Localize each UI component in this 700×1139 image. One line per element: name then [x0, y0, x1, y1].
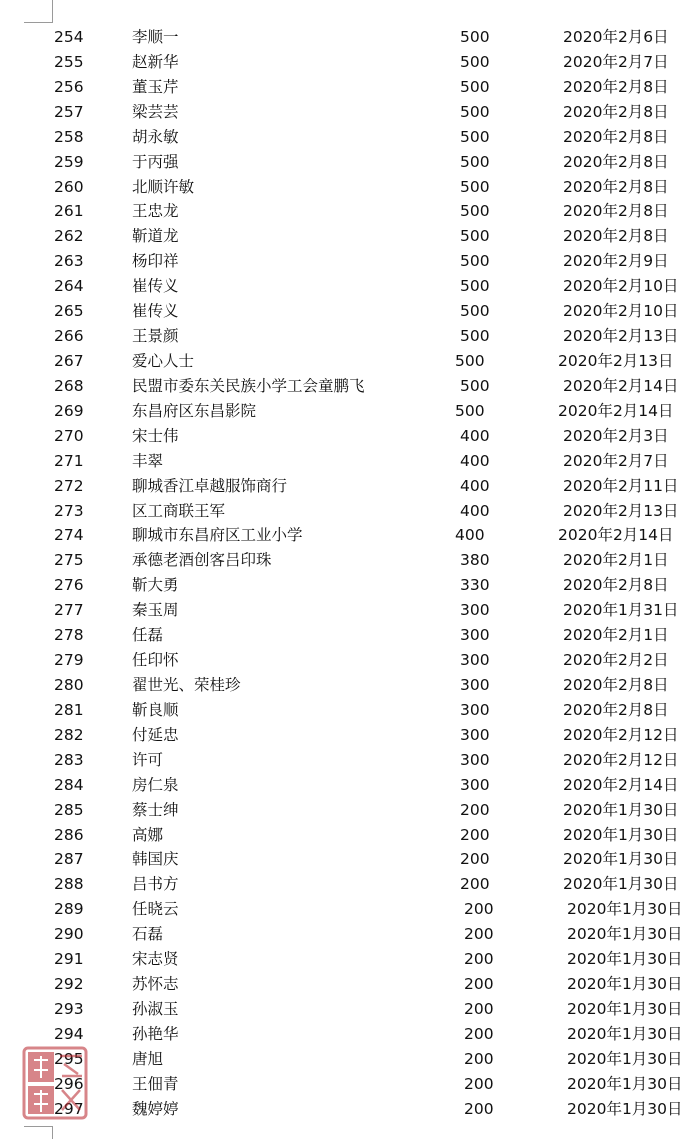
donor-name: 丰翠: [132, 451, 164, 470]
row-number: 291: [54, 950, 84, 969]
donation-date: 2020年2月11日: [563, 476, 679, 495]
donation-amount: 300: [460, 675, 490, 694]
row-number: 278: [54, 626, 84, 645]
donation-row: [0, 773, 700, 798]
donation-amount: 200: [460, 850, 490, 869]
donor-name: 董玉芹: [132, 77, 179, 96]
donation-row: [0, 399, 700, 424]
donation-row: [0, 823, 700, 848]
donation-row: [0, 997, 700, 1022]
row-number: 260: [54, 177, 84, 196]
donation-amount: 500: [460, 177, 490, 196]
donor-name: 靳道龙: [132, 227, 179, 246]
donor-name: 爱心人士: [132, 351, 195, 370]
donation-row: [0, 1047, 700, 1072]
donation-amount: 300: [460, 626, 490, 645]
donation-amount: 500: [460, 376, 490, 395]
donation-row: [0, 598, 700, 623]
donation-row: [0, 798, 700, 823]
page-corner-mark-top: [24, 0, 53, 23]
donation-row: [0, 623, 700, 648]
donor-name: 蔡士绅: [132, 800, 179, 819]
donation-date: 2020年1月30日: [563, 875, 679, 894]
donor-name: 任晓云: [132, 900, 179, 919]
row-number: 254: [54, 28, 84, 46]
donation-row: [0, 573, 700, 598]
donor-name: 苏怀志: [132, 975, 179, 994]
donation-row: [0, 847, 700, 872]
row-number: 261: [54, 202, 84, 221]
donation-amount: 400: [455, 526, 485, 545]
row-number: 279: [54, 651, 84, 670]
donation-amount: 200: [464, 925, 494, 944]
row-number: 277: [54, 601, 84, 620]
donation-date: 2020年1月30日: [567, 1049, 683, 1068]
row-number: 263: [54, 252, 84, 271]
row-number: 255: [54, 52, 84, 71]
donation-date: 2020年2月3日: [563, 426, 669, 445]
row-number: 258: [54, 127, 84, 146]
donation-amount: 200: [464, 900, 494, 919]
donation-row: [0, 748, 700, 773]
donor-name: 高娜: [132, 825, 164, 844]
row-number: 296: [54, 1074, 84, 1093]
donation-date: 2020年2月14日: [558, 526, 674, 545]
donor-name: 付延忠: [132, 725, 179, 744]
donation-amount: 400: [460, 451, 490, 470]
row-number: 292: [54, 975, 84, 994]
donation-date: 2020年1月30日: [567, 975, 683, 994]
row-number: 293: [54, 999, 84, 1018]
donation-row: [0, 1072, 700, 1097]
donation-amount: 200: [460, 825, 490, 844]
donation-row: [0, 523, 700, 548]
donor-name: 胡永敏: [132, 127, 179, 146]
donation-amount: 330: [460, 576, 490, 595]
donation-date: 2020年2月8日: [563, 700, 669, 719]
row-number: 269: [54, 401, 84, 420]
donation-row: [0, 548, 700, 573]
row-number: 287: [54, 850, 84, 869]
donation-date: 2020年2月12日: [563, 725, 679, 744]
row-number: 295: [54, 1049, 84, 1068]
donation-row: [0, 499, 700, 524]
donation-date: 2020年2月8日: [563, 227, 669, 246]
donation-date: 2020年2月7日: [563, 52, 669, 71]
donor-name: 吕书方: [132, 875, 179, 894]
donation-row: [0, 199, 700, 224]
donation-row: [0, 50, 700, 75]
donation-amount: 500: [455, 351, 485, 370]
donation-row: [0, 449, 700, 474]
donation-amount: 500: [460, 227, 490, 246]
row-number: 275: [54, 551, 84, 570]
donation-amount: 500: [460, 252, 490, 271]
donation-amount: 300: [460, 750, 490, 769]
donation-date: 2020年2月8日: [563, 102, 669, 121]
donor-name: 宋士伟: [132, 426, 179, 445]
donation-date: 2020年1月30日: [567, 900, 683, 919]
row-number: 282: [54, 725, 84, 744]
donation-date: 2020年1月30日: [567, 925, 683, 944]
row-number: 280: [54, 675, 84, 694]
donation-amount: 200: [464, 1074, 494, 1093]
donation-date: 2020年1月30日: [567, 1024, 683, 1043]
donation-amount: 400: [460, 476, 490, 495]
donation-row: [0, 698, 700, 723]
donation-row: [0, 274, 700, 299]
donation-date: 2020年1月30日: [567, 1099, 683, 1118]
donation-row: [0, 299, 700, 324]
donation-row: [0, 224, 700, 249]
donation-date: 2020年2月10日: [563, 277, 679, 296]
donation-row: [0, 349, 700, 374]
row-number: 281: [54, 700, 84, 719]
row-number: 289: [54, 900, 84, 919]
donation-amount: 300: [460, 775, 490, 794]
donation-amount: 200: [460, 800, 490, 819]
donation-amount: 500: [460, 28, 490, 46]
row-number: 297: [54, 1099, 84, 1118]
donation-amount: 200: [464, 1024, 494, 1043]
donation-date: 2020年2月1日: [563, 551, 669, 570]
donor-name: 魏婷婷: [132, 1099, 179, 1118]
row-number: 270: [54, 426, 84, 445]
donor-name: 房仁泉: [132, 775, 179, 794]
donation-row: [0, 424, 700, 449]
donation-date: 2020年1月30日: [567, 950, 683, 969]
row-number: 286: [54, 825, 84, 844]
donation-date: 2020年2月8日: [563, 576, 669, 595]
donation-amount: 500: [460, 327, 490, 346]
donation-amount: 500: [455, 401, 485, 420]
donor-name: 崔传义: [132, 302, 179, 321]
donation-date: 2020年1月30日: [563, 825, 679, 844]
row-number: 257: [54, 102, 84, 121]
row-number: 262: [54, 227, 84, 246]
donation-date: 2020年2月8日: [563, 202, 669, 221]
donation-date: 2020年2月7日: [563, 451, 669, 470]
donor-name: 唐旭: [132, 1049, 164, 1068]
donation-row: [0, 648, 700, 673]
donation-date: 2020年2月14日: [563, 376, 679, 395]
donation-date: 2020年1月31日: [563, 601, 679, 620]
donation-row: [0, 125, 700, 150]
donor-name: 任磊: [132, 626, 164, 645]
donation-row: [0, 474, 700, 499]
donor-name: 孙淑玉: [132, 999, 179, 1018]
donor-name: 李顺一: [132, 28, 179, 46]
donation-amount: 200: [460, 875, 490, 894]
donation-date: 2020年2月13日: [563, 501, 679, 520]
row-number: 265: [54, 302, 84, 321]
donor-name: 韩国庆: [132, 850, 179, 869]
donation-date: 2020年2月10日: [563, 302, 679, 321]
donation-amount: 300: [460, 601, 490, 620]
donor-name: 任印怀: [132, 651, 179, 670]
donation-row: [0, 897, 700, 922]
page-corner-mark-bottom: [24, 1126, 53, 1139]
donation-date: 2020年1月30日: [563, 800, 679, 819]
donation-row: [0, 324, 700, 349]
donation-amount: 200: [464, 1049, 494, 1068]
donor-name: 承德老酒创客吕印珠: [132, 551, 272, 570]
donation-row: [0, 374, 700, 399]
donor-name: 于丙强: [132, 152, 179, 171]
donation-row: [0, 1022, 700, 1047]
donor-name: 翟世光、荣桂珍: [132, 675, 241, 694]
donation-row: [0, 100, 700, 125]
donor-name: 崔传义: [132, 277, 179, 296]
donation-date: 2020年1月30日: [563, 850, 679, 869]
donor-name: 王景颜: [132, 327, 179, 346]
donation-date: 2020年2月8日: [563, 675, 669, 694]
donation-date: 2020年2月12日: [563, 750, 679, 769]
donor-name: 秦玉周: [132, 601, 179, 620]
donation-row: [0, 175, 700, 200]
donor-name: 王忠龙: [132, 202, 179, 221]
row-number: 290: [54, 925, 84, 944]
donation-amount: 500: [460, 152, 490, 171]
donation-date: 2020年2月8日: [563, 77, 669, 96]
donation-date: 2020年2月6日: [563, 28, 669, 46]
donation-amount: 300: [460, 725, 490, 744]
donor-name: 赵新华: [132, 52, 179, 71]
row-number: 264: [54, 277, 84, 296]
row-number: 267: [54, 351, 84, 370]
donation-amount: 500: [460, 277, 490, 296]
donor-name: 孙艳华: [132, 1024, 179, 1043]
donation-date: 2020年1月30日: [567, 1074, 683, 1093]
donor-name: 王佃青: [132, 1074, 179, 1093]
donation-amount: 300: [460, 700, 490, 719]
donor-name: 靳良顺: [132, 700, 179, 719]
donation-amount: 200: [464, 975, 494, 994]
donor-name: 北顺许敏: [132, 177, 195, 196]
donor-name: 杨印祥: [132, 252, 179, 271]
donation-list: [0, 25, 700, 1122]
donation-amount: 200: [464, 1099, 494, 1118]
donation-row: [0, 922, 700, 947]
donation-date: 2020年2月2日: [563, 651, 669, 670]
row-number: 283: [54, 750, 84, 769]
donation-row: [0, 872, 700, 897]
donation-row: [0, 25, 700, 50]
donation-row: [0, 249, 700, 274]
donor-name: 许可: [132, 750, 164, 769]
donation-date: 2020年2月14日: [558, 401, 674, 420]
row-number: 273: [54, 501, 84, 520]
donor-name: 区工商联王军: [132, 501, 226, 520]
donation-date: 2020年2月8日: [563, 177, 669, 196]
donor-name: 聊城市东昌府区工业小学: [132, 526, 303, 545]
donor-name: 东昌府区东昌影院: [132, 401, 257, 420]
donation-amount: 500: [460, 52, 490, 71]
row-number: 272: [54, 476, 84, 495]
donation-row: [0, 673, 700, 698]
donor-name: 石磊: [132, 925, 164, 944]
donation-date: 2020年1月30日: [567, 999, 683, 1018]
donation-amount: 200: [464, 950, 494, 969]
donor-name: 聊城香江卓越服饰商行: [132, 476, 288, 495]
row-number: 284: [54, 775, 84, 794]
donation-date: 2020年2月8日: [563, 152, 669, 171]
row-number: 266: [54, 327, 84, 346]
donation-row: [0, 75, 700, 100]
row-number: 294: [54, 1024, 84, 1043]
row-number: 271: [54, 451, 84, 470]
donation-date: 2020年2月13日: [563, 327, 679, 346]
donation-date: 2020年2月14日: [563, 775, 679, 794]
donation-amount: 500: [460, 77, 490, 96]
donation-date: 2020年2月8日: [563, 127, 669, 146]
donor-name: 民盟市委东关民族小学工会童鹏飞: [132, 376, 365, 395]
donation-row: [0, 972, 700, 997]
donation-row: [0, 1097, 700, 1122]
donation-amount: 400: [460, 426, 490, 445]
row-number: 274: [54, 526, 84, 545]
row-number: 285: [54, 800, 84, 819]
donation-date: 2020年2月13日: [558, 351, 674, 370]
row-number: 256: [54, 77, 84, 96]
donor-name: 梁芸芸: [132, 102, 179, 121]
donation-date: 2020年2月9日: [563, 252, 669, 271]
donation-amount: 500: [460, 302, 490, 321]
donation-amount: 300: [460, 651, 490, 670]
donor-name: 靳大勇: [132, 576, 179, 595]
row-number: 259: [54, 152, 84, 171]
donation-row: [0, 947, 700, 972]
donation-amount: 400: [460, 501, 490, 520]
donation-amount: 200: [464, 999, 494, 1018]
donation-row: [0, 150, 700, 175]
donation-row: [0, 723, 700, 748]
row-number: 268: [54, 376, 84, 395]
donation-amount: 500: [460, 127, 490, 146]
donation-date: 2020年2月1日: [563, 626, 669, 645]
row-number: 288: [54, 875, 84, 894]
row-number: 276: [54, 576, 84, 595]
donor-name: 宋志贤: [132, 950, 179, 969]
donation-amount: 380: [460, 551, 490, 570]
donation-amount: 500: [460, 202, 490, 221]
donation-amount: 500: [460, 102, 490, 121]
